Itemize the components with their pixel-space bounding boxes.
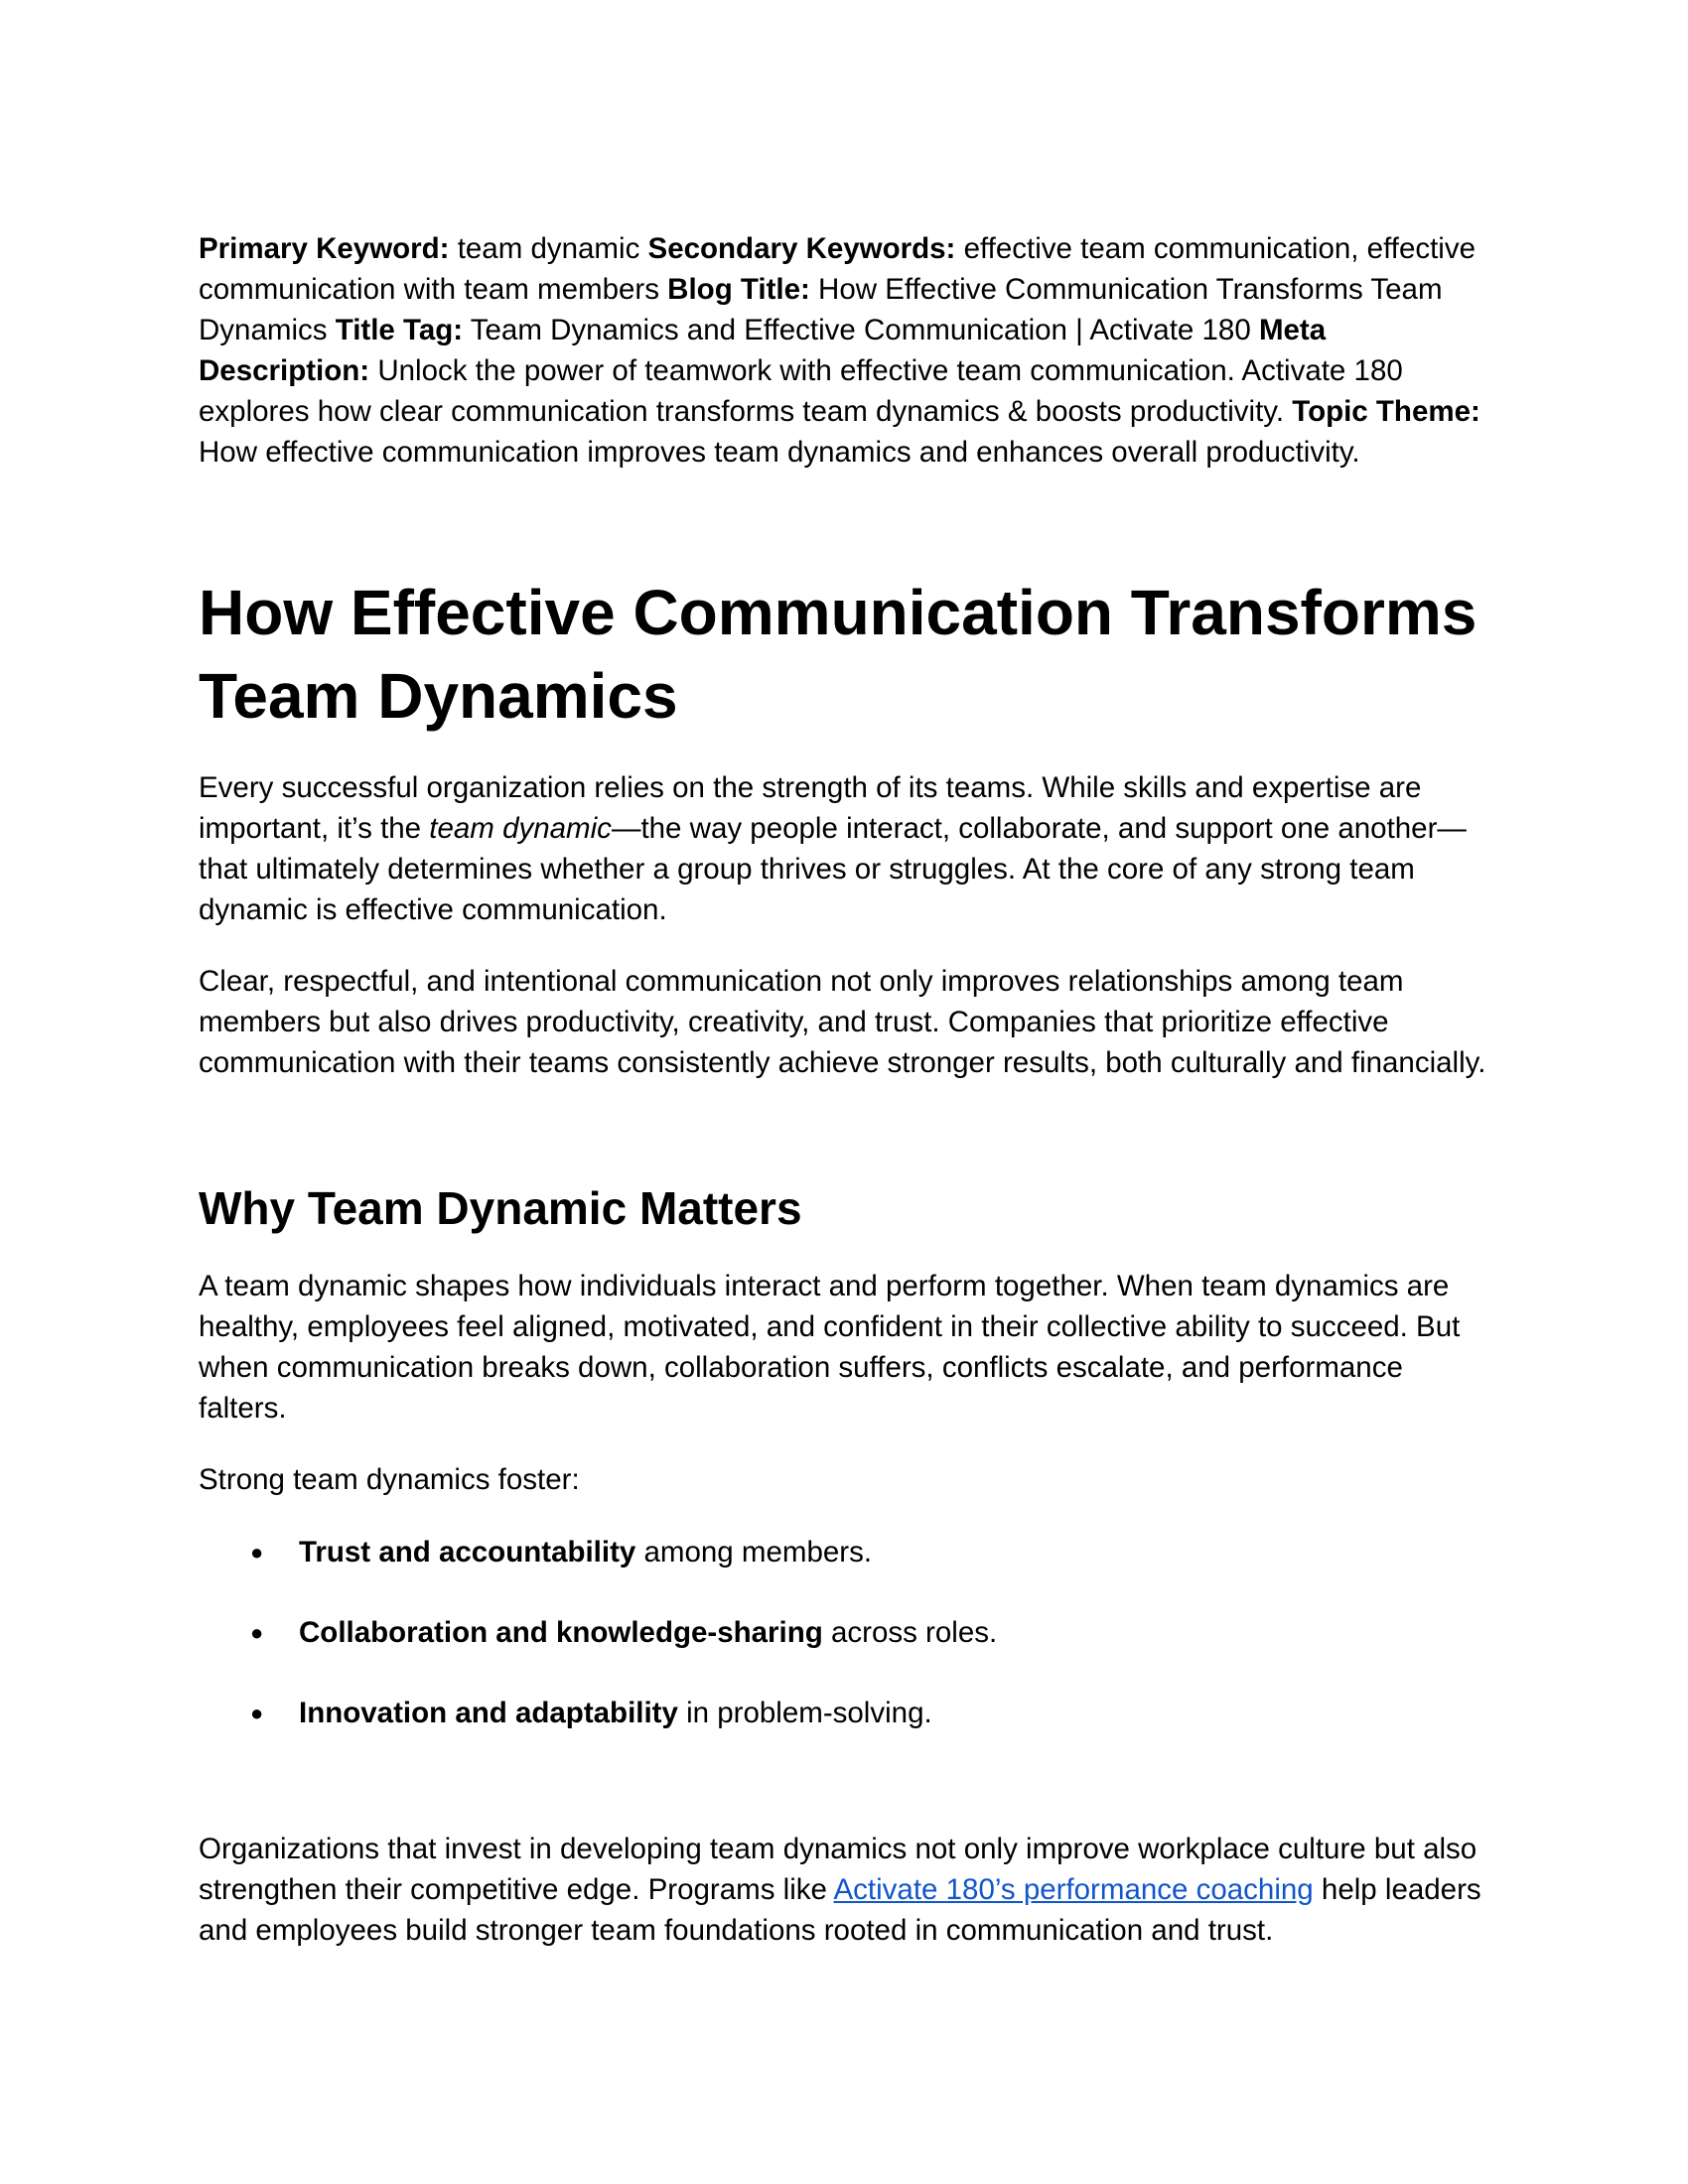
- list-item-bold: Innovation and adaptability: [299, 1697, 678, 1729]
- closing-paragraph: [199, 1829, 1489, 1951]
- topic-theme-value: How effective communication improves team dynamics and enhances overall productivity.: [199, 436, 1360, 469]
- seo-metadata-block: [199, 228, 1489, 473]
- bullet-icon: ●: [250, 1540, 264, 1565]
- document-page: [199, 228, 1489, 1947]
- section-heading: Why Team Dynamic Matters: [199, 1182, 802, 1234]
- bullet-icon: ●: [250, 1701, 264, 1725]
- list-item: [199, 1693, 1489, 1733]
- blog-title-label: Blog Title:: [667, 273, 810, 306]
- bullet-list: [199, 1532, 1489, 1773]
- section-paragraph-2: Strong team dynamics foster:: [199, 1463, 580, 1496]
- secondary-keywords-value: effective team communication, effective communication with team members: [199, 232, 1477, 306]
- meta-description-value: Unlock the power of teamwork with effective team communication. Activate 180 explores how clear communication transforms team dynamics & boosts productivity.: [199, 354, 1403, 428]
- closing-text-end: help leaders and employees build stronger team foundations rooted in communication and trust.: [199, 1873, 1481, 1947]
- intro-paragraph-1: [199, 767, 1489, 930]
- list-item-bold: Trust and accountability: [299, 1536, 636, 1569]
- article-title: How Effective Communication Transforms Team Dynamics: [199, 577, 1477, 732]
- primary-keyword-value: team dynamic: [457, 232, 640, 265]
- section-paragraph-1: A team dynamic shapes how individuals interact and perform together. When team dynamics are healthy, employees feel aligned, motivated, and confident in their collective ability to succeed. But when communication breaks down, collaboration suffers, conflicts escalate, and performance falters.: [199, 1270, 1461, 1425]
- list-item-text: among members.: [635, 1536, 873, 1569]
- bullet-icon: ●: [250, 1620, 264, 1645]
- performance-coaching-link[interactable]: Activate 180’s performance coaching: [833, 1873, 1314, 1906]
- intro-p1-end: —the way people interact, collaborate, and support one another—that ultimately determines whether a group thrives or struggles. At the core of any strong team dynamic is effective communication.: [199, 812, 1467, 926]
- meta-description-label: Meta Description:: [199, 314, 1327, 387]
- primary-keyword-label: Primary Keyword:: [199, 232, 450, 265]
- list-item-text: in problem-solving.: [677, 1697, 932, 1729]
- list-item: [199, 1612, 1489, 1653]
- intro-p1-start: Every successful organization relies on the strength of its teams. While skills and expertise are important, it’s the: [199, 771, 1422, 845]
- list-item: [199, 1532, 1489, 1572]
- list-item-text: across roles.: [822, 1616, 998, 1649]
- blog-title-value: How Effective Communication Transforms Team Dynamics: [199, 273, 1443, 346]
- intro-paragraph-2: Clear, respectful, and intentional communication not only improves relationships among team members but also drives productivity, creativity, and trust. Companies that prioritize effective communication with their teams consistently achieve stronger results, both culturally and financially.: [199, 965, 1486, 1079]
- topic-theme-label: Topic Theme:: [1292, 395, 1480, 428]
- secondary-keywords-label: Secondary Keywords:: [647, 232, 956, 265]
- title-tag-label: Title Tag:: [335, 314, 464, 346]
- list-item-bold: Collaboration and knowledge-sharing: [299, 1616, 823, 1649]
- intro-p1-emphasis: team dynamic: [429, 812, 612, 845]
- closing-text-start: Organizations that invest in developing team dynamics not only improve workplace culture but also strengthen their competitive edge. Programs like: [199, 1833, 1477, 1906]
- title-tag-value: Team Dynamics and Effective Communication | Activate 180: [470, 314, 1251, 346]
